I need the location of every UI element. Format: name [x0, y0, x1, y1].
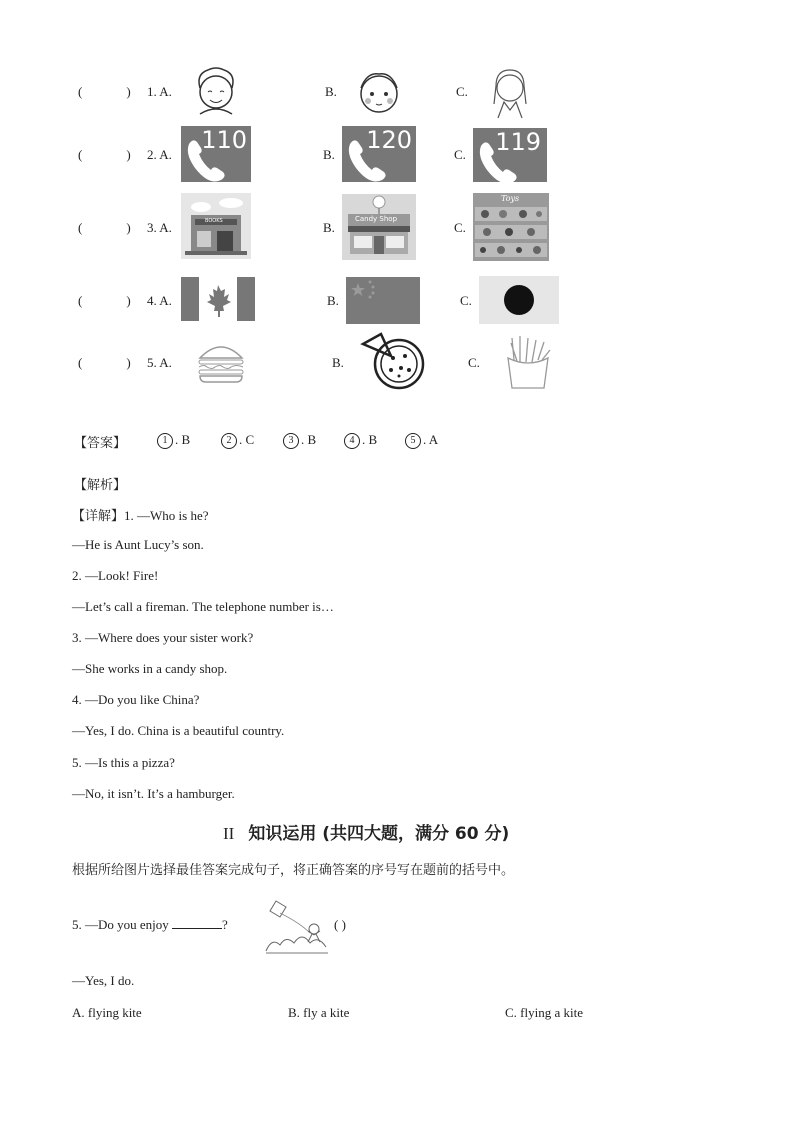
detail-line: —Yes, I do. China is a beautiful country.: [72, 723, 285, 738]
option-label-b: B.: [332, 355, 344, 370]
phone-110-image: 110: [181, 126, 251, 182]
option-label-b: B.: [327, 293, 339, 308]
canada-flag-image: [181, 277, 255, 321]
answer-item: 5 . A: [405, 432, 438, 449]
answer-item: 1 . B: [157, 432, 190, 449]
option-a[interactable]: A. flying kite: [72, 1005, 142, 1020]
analysis-label: 【解析】: [74, 478, 127, 493]
shop-icon: [342, 194, 416, 260]
detail-line: —No, it isn’t. It’s a hamburger.: [72, 786, 235, 801]
question-5: 5. —Do you enjoy ?: [72, 917, 228, 932]
option-label-a: 5. A.: [147, 355, 172, 370]
reply-line: —Yes, I do.: [72, 973, 135, 988]
answer-blank[interactable]: [172, 918, 222, 929]
answer-paren[interactable]: ( ): [78, 147, 131, 162]
option-label-b: B.: [323, 147, 335, 162]
shelves-icon: [473, 193, 549, 261]
section-instruction: 根据所给图片选择最佳答案完成句子，将正确答案的序号写在题前的括号中。: [72, 863, 515, 878]
option-label-b: B.: [325, 84, 337, 99]
building-icon: [181, 193, 251, 259]
answer-paren[interactable]: ( ): [78, 293, 131, 308]
detail-line: 5. —Is this a pizza?: [72, 755, 175, 770]
detail-line: 【详解】1. —Who is he?: [72, 508, 209, 524]
section-title: II 知识运用 (共四大题，满分 60 分): [223, 824, 510, 844]
japan-flag-image: [479, 276, 559, 324]
option-label-a: 2. A.: [147, 147, 172, 162]
hamburger-image: [196, 340, 246, 384]
answer-paren[interactable]: ( ): [334, 917, 346, 932]
option-label-a: 4. A.: [147, 293, 172, 308]
candy-shop-image: Candy Shop: [342, 194, 416, 260]
toy-store-image: Toys: [473, 193, 549, 261]
answer-label: 【答案】: [74, 436, 127, 451]
china-flag-image: [346, 277, 420, 324]
girl-image: [484, 64, 536, 120]
answer-paren[interactable]: ( ): [78, 220, 131, 235]
boy-image: [349, 64, 409, 120]
answer-item: 3 . B: [283, 432, 316, 449]
answer-item: 4 . B: [344, 432, 377, 449]
option-label-a: 3. A.: [147, 220, 172, 235]
option-label-a: 1. A.: [147, 84, 172, 99]
answer-paren[interactable]: ( ): [78, 84, 131, 99]
detail-line: —Let’s call a fireman. The telephone number is…: [72, 599, 334, 614]
option-label-c: C.: [456, 84, 468, 99]
bookstore-image: BOOKS: [181, 193, 251, 259]
option-label-c: C.: [468, 355, 480, 370]
option-label-b: B.: [323, 220, 335, 235]
answer-item: 2 . C: [221, 432, 254, 449]
detail-line: —He is Aunt Lucy’s son.: [72, 537, 204, 552]
detail-line: 4. —Do you like China?: [72, 692, 200, 707]
kite-flying-image: [262, 897, 332, 957]
option-c[interactable]: C. flying a kite: [505, 1005, 583, 1020]
detail-line: —She works in a candy shop.: [72, 661, 228, 676]
grandma-image: [190, 66, 242, 120]
detail-line: 3. —Where does your sister work?: [72, 630, 254, 645]
pizza-image: [359, 332, 427, 390]
option-b[interactable]: B. fly a kite: [288, 1005, 350, 1020]
option-label-c: C.: [454, 147, 466, 162]
detail-line: 2. —Look! Fire!: [72, 568, 159, 583]
phone-120-image: 120: [342, 126, 416, 182]
option-label-c: C.: [460, 293, 472, 308]
option-label-c: C.: [454, 220, 466, 235]
answer-paren[interactable]: ( ): [78, 355, 131, 370]
fries-image: [498, 332, 558, 390]
phone-119-image: 119: [473, 128, 547, 182]
